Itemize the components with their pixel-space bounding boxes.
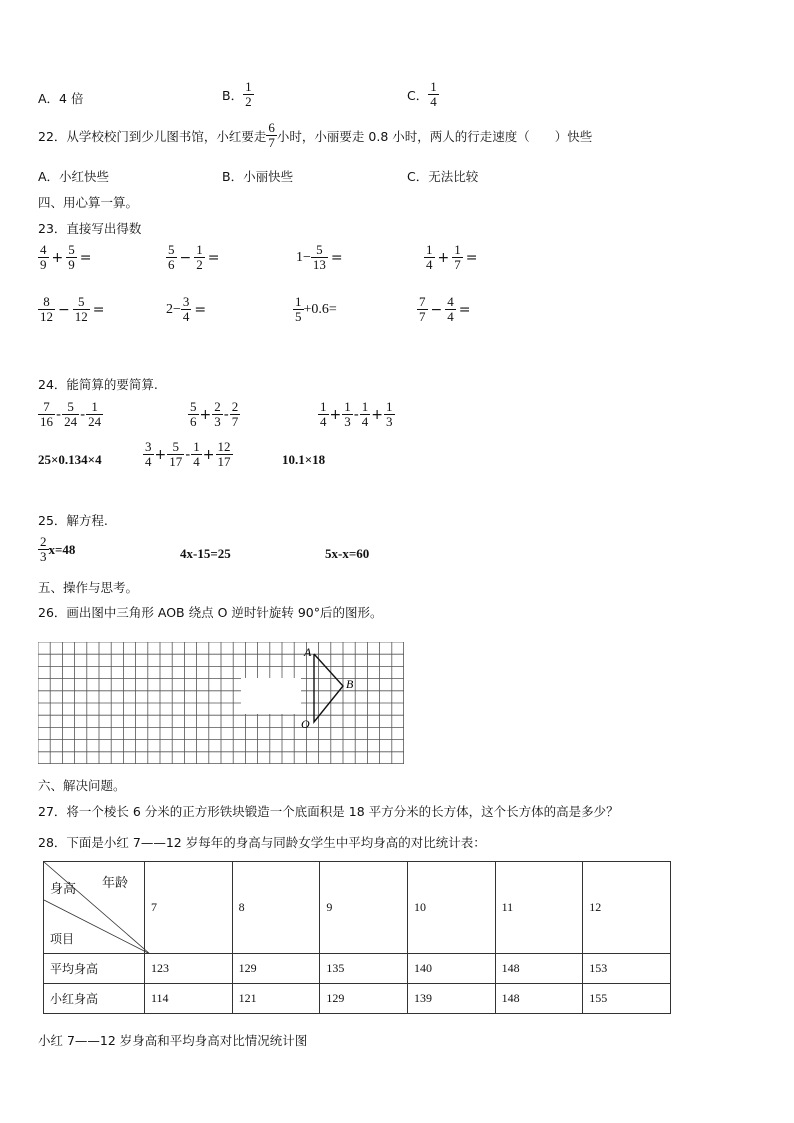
q24-expr-3: $\frac{1}{4}$ + $\frac{1}{3}$ - $\frac{1}{4}$ + $\frac{1}{3}$ — [320, 399, 393, 430]
value-cell: 123 — [145, 954, 233, 984]
section-5-title: 五、操作与思考。 — [38, 580, 139, 595]
value-cell: 148 — [495, 984, 583, 1014]
section-4-title: 四、用心算一算。 — [38, 195, 139, 210]
row-label: 小红身高 — [44, 984, 145, 1014]
table-header-row — [44, 862, 671, 954]
value-cell: 155 — [583, 984, 671, 1014]
grid-lines — [38, 642, 404, 764]
q27-text: 27．将一个棱长 6 分米的正方形铁块锻造一个底面积是 18 平方分米的长方体，这个长方体的高是多少？ — [38, 804, 619, 819]
q25-equation-3: 5x-x=60 — [325, 546, 370, 561]
table-row — [44, 984, 671, 1014]
header-item-label: 项目 — [50, 932, 75, 946]
age-cell: 9 — [320, 862, 408, 954]
diagonal-header-cell — [44, 862, 145, 954]
q22-question: 22．从学校校门到少儿图书馆，小红要走 $\frac{6}{7}$ 小时，小丽要走 0.8 小时，两人的行走速度（ ）快些 — [38, 120, 593, 151]
q23-expr-5: $\frac{8}{12}$ − $\frac{5}{12}$ = — [40, 294, 105, 325]
q24-expr-5: $\frac{3}{4}$ + $\frac{5}{17}$ - $\frac{1}{4}$ + $\frac{12}{17}$ — [145, 439, 231, 470]
q26-title: 26．画出图中三角形 AOB 绕点 O 逆时针旋转 90°后的图形。 — [38, 605, 383, 620]
q23-expr-2: $\frac{5}{6}$ − $\frac{1}{2}$ = — [168, 242, 220, 273]
q23-expr-8: $\frac{7}{7}$ − $\frac{4}{4}$ = — [419, 294, 471, 325]
value-cell: 114 — [145, 984, 233, 1014]
q23-expr-1: $\frac{4}{9}$ + $\frac{5}{9}$ = — [40, 242, 92, 273]
label-b: B — [346, 677, 354, 691]
height-statistics-table — [43, 861, 671, 1014]
q28-title: 28．下面是小红 7——12 岁每年的身高与同龄女学生中平均身高的对比统计表： — [38, 835, 486, 850]
row-label: 平均身高 — [44, 954, 145, 984]
q23-expr-3: 1− $\frac{5}{13}$ = — [296, 242, 343, 273]
value-cell: 153 — [583, 954, 671, 984]
label-a: A — [304, 645, 312, 659]
value-cell: 135 — [320, 954, 408, 984]
value-cell: 139 — [407, 984, 495, 1014]
age-cell: 10 — [407, 862, 495, 954]
header-age-label: 年龄 — [102, 876, 129, 891]
q21-option-a: A．4 倍 — [38, 91, 84, 106]
q22-option-c: C．无法比较 — [407, 169, 479, 184]
age-cell: 8 — [232, 862, 320, 954]
grid-blank-area — [241, 678, 301, 714]
value-cell: 140 — [407, 954, 495, 984]
rotation-grid-figure — [38, 642, 404, 764]
q25-equation-2: 4x-15=25 — [180, 546, 231, 561]
age-cell: 12 — [583, 862, 671, 954]
q22-option-b: B．小丽快些 — [222, 169, 294, 184]
q24-expr-2: $\frac{5}{6}$ + $\frac{2}{3}$ - $\frac{2}{7}$ — [190, 399, 239, 430]
q24-expr-1: $\frac{7}{16}$ - $\frac{5}{24}$ - $\frac{1}{24}$ — [40, 399, 102, 430]
q25-equation-1: $\frac{2}{3}$ x=48 — [40, 534, 76, 565]
q23-title: 23．直接写出得数 — [38, 221, 142, 236]
q21-option-c: C． $\frac{1}{4}$ — [407, 79, 437, 110]
q21-option-b: B． $\frac{1}{2}$ — [222, 79, 252, 110]
table-row — [44, 954, 671, 984]
q22-option-a: A．小红快些 — [38, 169, 110, 184]
value-cell: 129 — [232, 954, 320, 984]
q24-title: 24．能简算的要简算. — [38, 377, 158, 392]
header-height-label: 身高 — [50, 882, 77, 897]
chart-caption: 小红 7——12 岁身高和平均身高对比情况统计图 — [38, 1033, 308, 1048]
label-o: O — [301, 717, 310, 731]
q24-expr-4: 25×0.134×4 — [38, 452, 102, 467]
value-cell: 148 — [495, 954, 583, 984]
age-cell: 11 — [495, 862, 583, 954]
q23-expr-4: $\frac{1}{4}$ + $\frac{1}{7}$ = — [426, 242, 478, 273]
q23-expr-7: $\frac{1}{5}$ +0.6= — [295, 294, 337, 325]
age-cell: 7 — [145, 862, 233, 954]
q24-expr-6: 10.1×18 — [282, 452, 326, 467]
value-cell: 121 — [232, 984, 320, 1014]
q23-expr-6: 2− $\frac{3}{4}$ = — [166, 294, 207, 325]
section-6-title: 六、解决问题。 — [38, 778, 126, 793]
q25-title: 25．解方程. — [38, 513, 108, 528]
value-cell: 129 — [320, 984, 408, 1014]
